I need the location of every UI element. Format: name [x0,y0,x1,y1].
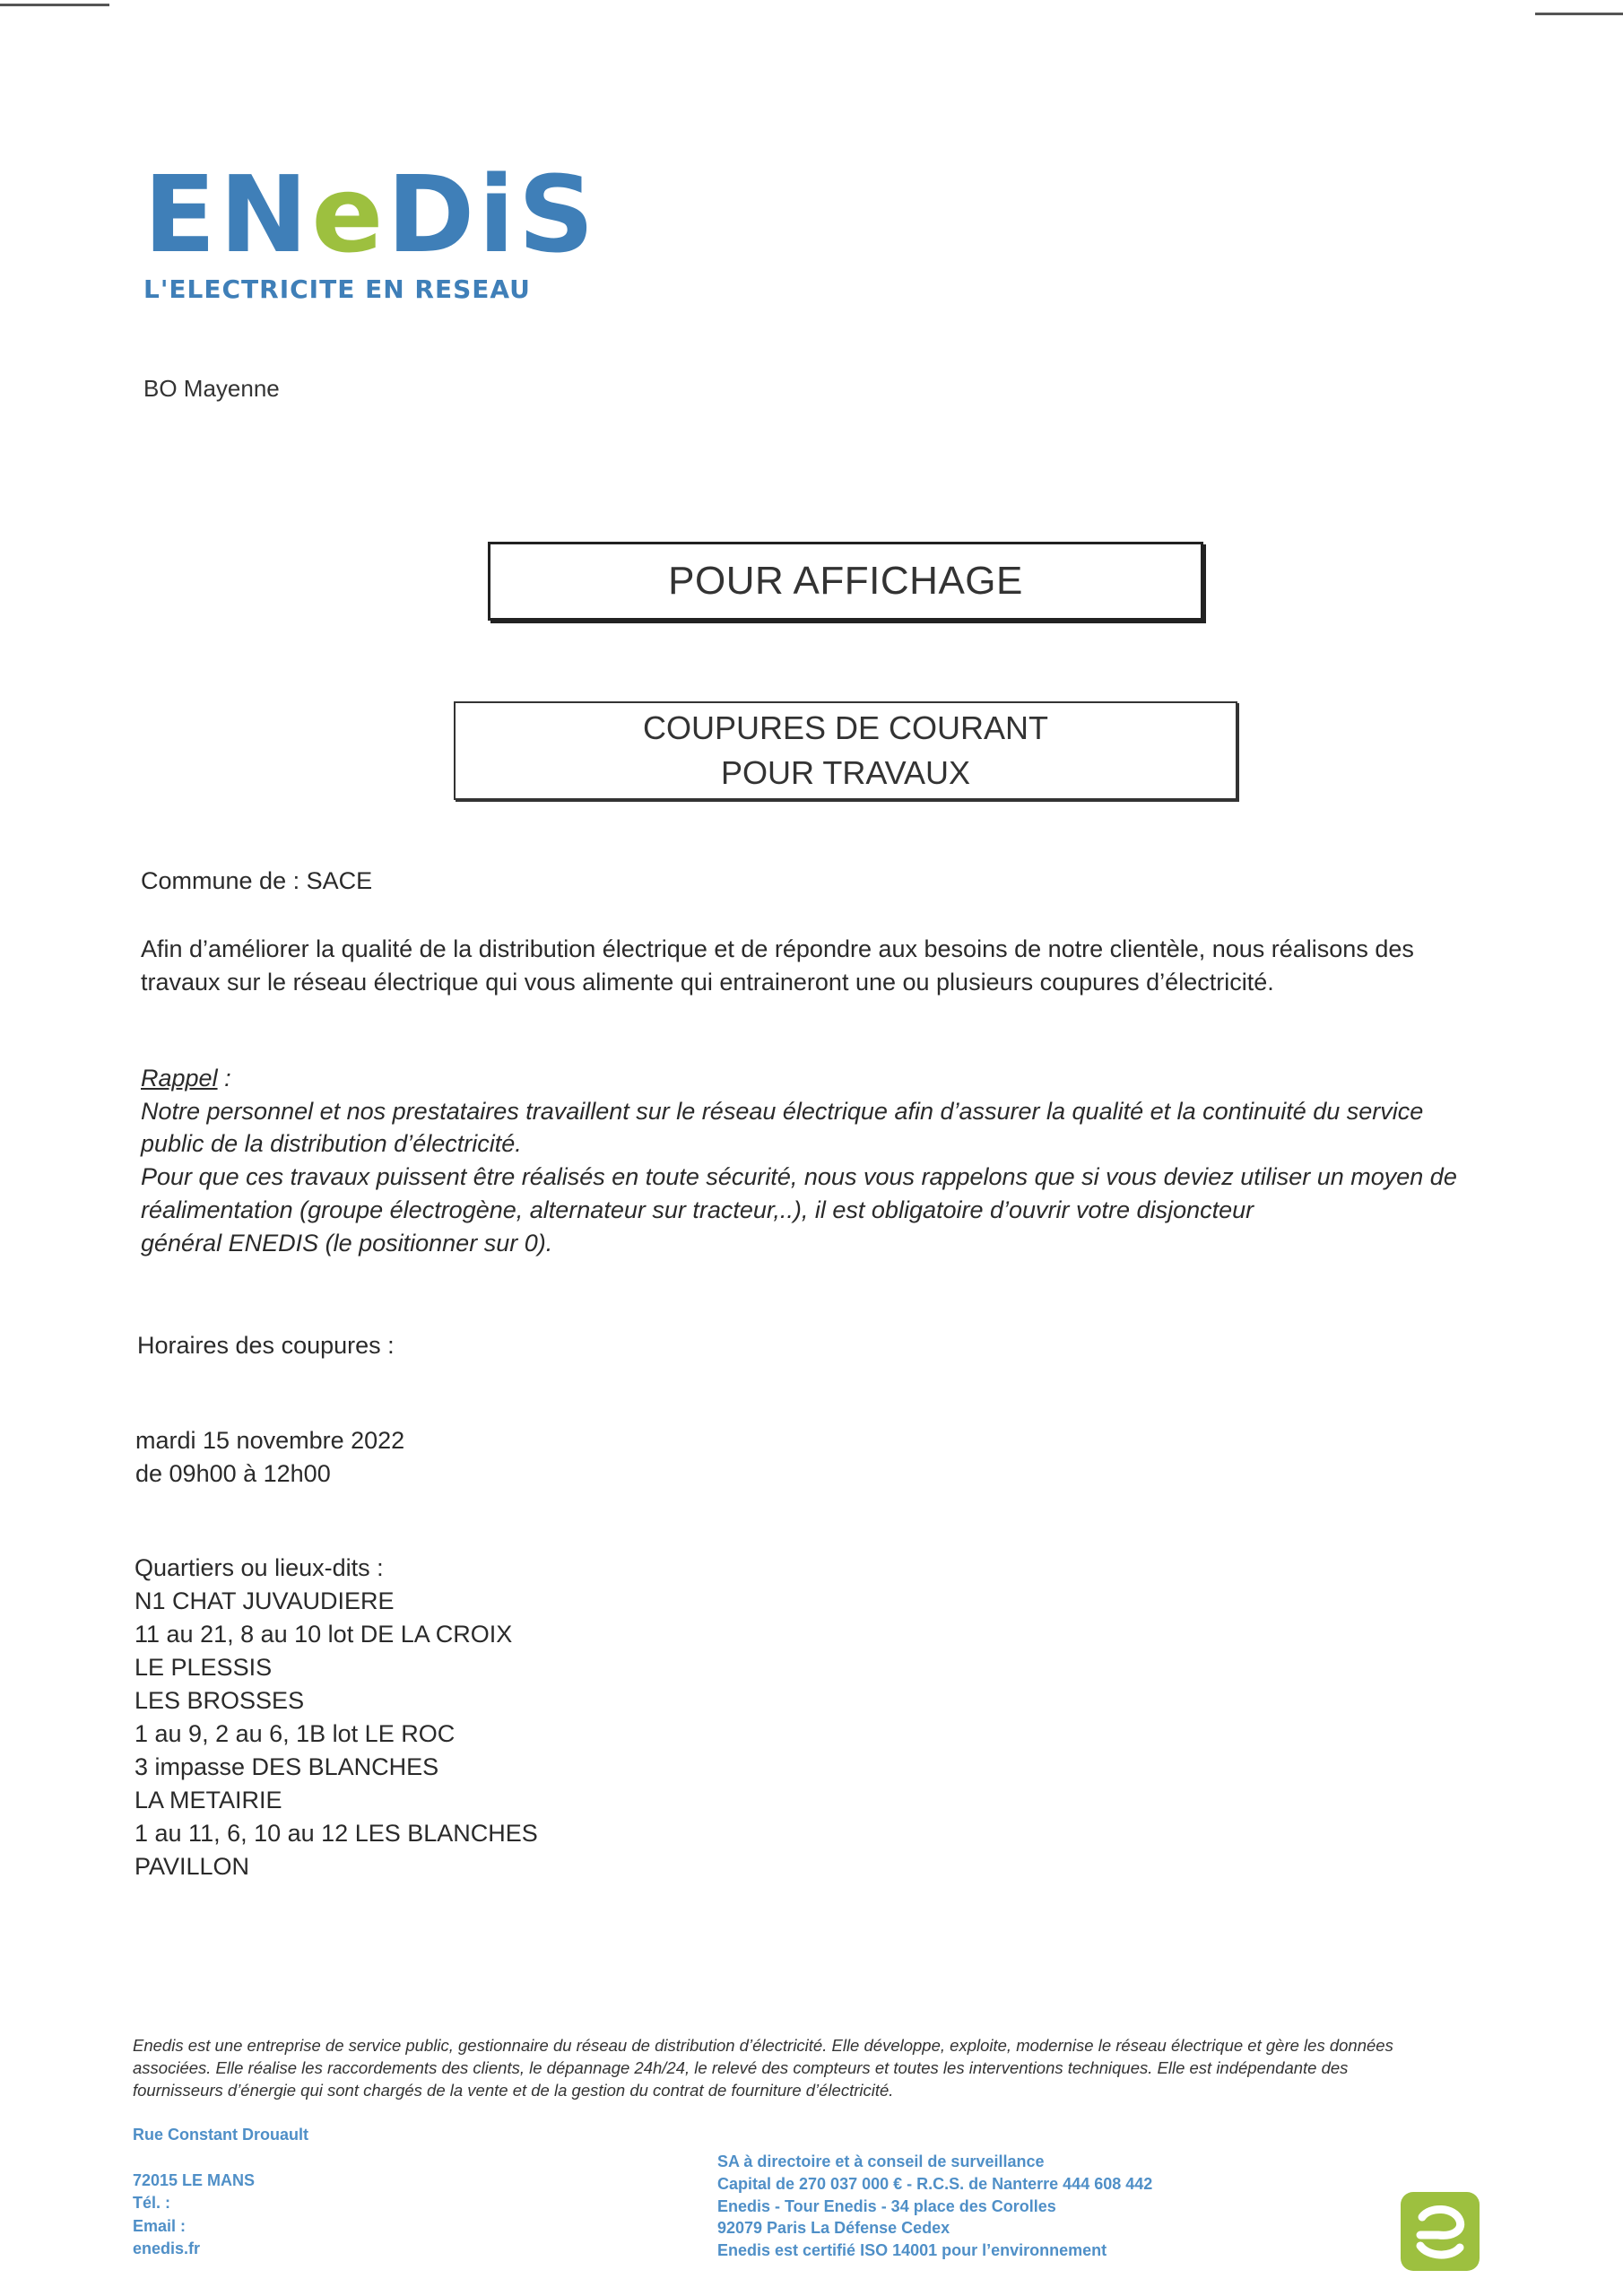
schedule-time: de 09h00 à 12h00 [135,1459,331,1487]
footer-legal-line: Enedis est une entreprise de service public, gestionnaire du réseau de distribution d’électricité. Elle développe, exploite, modernise le réseau électrique et gère les données [133,2036,1393,2055]
footer-email: Email : [133,2216,187,2235]
logo-wordmark-right: DiS [386,152,598,276]
notice-title-box [488,542,1203,621]
reminder-line: public de la distribution d’électricité. [141,1130,522,1158]
footer-tel: Tél. : [133,2194,171,2213]
footer-website-link[interactable]: enedis.fr [133,2239,201,2257]
subject-line-2: POUR TRAVAUX [720,754,971,791]
location-item: 3 impasse DES BLANCHES [135,1753,439,1780]
reminder-line: Notre personnel et nos prestataires travaillent sur le réseau électrique afin d’assurer la qualité et la continuité du service [141,1097,1424,1125]
location-item: LA METAIRIE [135,1787,282,1813]
footer-company-line: Enedis - Tour Enedis - 34 place des Corolles [717,2196,1056,2215]
reminder-label: Rappel [141,1065,218,1091]
footer-legal-text [133,2034,1505,2101]
logo-wordmark-mid: e [311,152,387,276]
department-name: BO Mayenne [143,375,280,402]
scan-artifact-top-left [0,4,109,6]
commune-line: Commune de : SACE [141,867,373,894]
footer-company-line: 92079 Paris La Défense Cedex [717,2219,950,2238]
reminder-line: général ENEDIS (le positionner sur 0). [141,1229,553,1257]
enedis-symbol-icon [1399,2190,1481,2273]
reminder-line: Pour que ces travaux puissent être réalisés en toute sécurité, nous vous rappelons que si vous deviez utiliser un moyen de [141,1163,1457,1191]
footer-company-info [717,2151,1152,2262]
logo-wordmark [143,152,598,276]
locations-heading: Quartiers ou lieux-dits : [135,1554,384,1581]
reminder-section [141,1062,1457,1259]
reminder-line: réalimentation (groupe électrogène, alternateur sur tracteur,..), il est obligatoire d’ouvrir votre disjoncteur [141,1196,1254,1223]
scan-artifact-top-right [1535,13,1623,15]
footer-legal-line: associées. Elle réalise les raccordements des clients, le dépannage 24h/24, le relevé des compteurs et toutes les interventions techniques. Elle est indépendante des [133,2058,1349,2078]
location-item: N1 CHAT JUVAUDIERE [135,1587,395,1614]
notice-title: POUR AFFICHAGE [668,559,1023,603]
intro-line-1: Afin d’améliorer la qualité de la distribution électrique et de répondre aux besoins de notre clientèle, nous réalisons des [141,935,1414,962]
footer-company-line: Enedis est certifié ISO 14001 pour l’environnement [717,2241,1107,2260]
footer-company-line: Capital de 270 037 000 € - R.C.S. de Nanterre 444 608 442 [717,2174,1153,2193]
schedule-date: mardi 15 novembre 2022 [135,1427,405,1454]
footer-legal-line: fournisseurs d’énergie qui sont chargés de la vente et de la gestion du contrat de fourniture d’électricité. [133,2081,894,2100]
location-item: 11 au 21, 8 au 10 lot DE LA CROIX [135,1621,513,1648]
schedule-details [135,1424,404,1490]
footer-address [133,2124,308,2260]
reminder-heading [141,1062,1457,1095]
footer-city: 72015 LE MANS [133,2171,256,2190]
subject-line-1: COUPURES DE COURANT [642,709,1049,747]
location-item: LE PLESSIS [135,1654,273,1681]
logo-wordmark-left: EN [143,152,312,276]
schedule-heading: Horaires des coupures : [137,1332,395,1359]
location-item: LES BROSSES [135,1687,305,1714]
footer-street: Rue Constant Drouault [133,2126,308,2144]
reminder-colon: : [217,1065,231,1091]
intro-paragraph [141,933,1414,998]
subject-box [454,701,1237,800]
intro-line-2: travaux sur le réseau électrique qui vous alimente qui entraineront une ou plusieurs coupures d’électricité. [141,968,1274,996]
location-item: 1 au 9, 2 au 6, 1B lot LE ROC [135,1720,456,1747]
location-item: 1 au 11, 6, 10 au 12 LES BLANCHES [135,1820,538,1847]
footer-company-line: SA à directoire et à conseil de surveillance [717,2152,1045,2170]
logo-tagline: L'ELECTRICITE EN RESEAU [143,274,531,304]
enedis-logo [143,152,598,304]
location-item: PAVILLON [135,1853,250,1880]
locations-list [135,1552,538,1883]
